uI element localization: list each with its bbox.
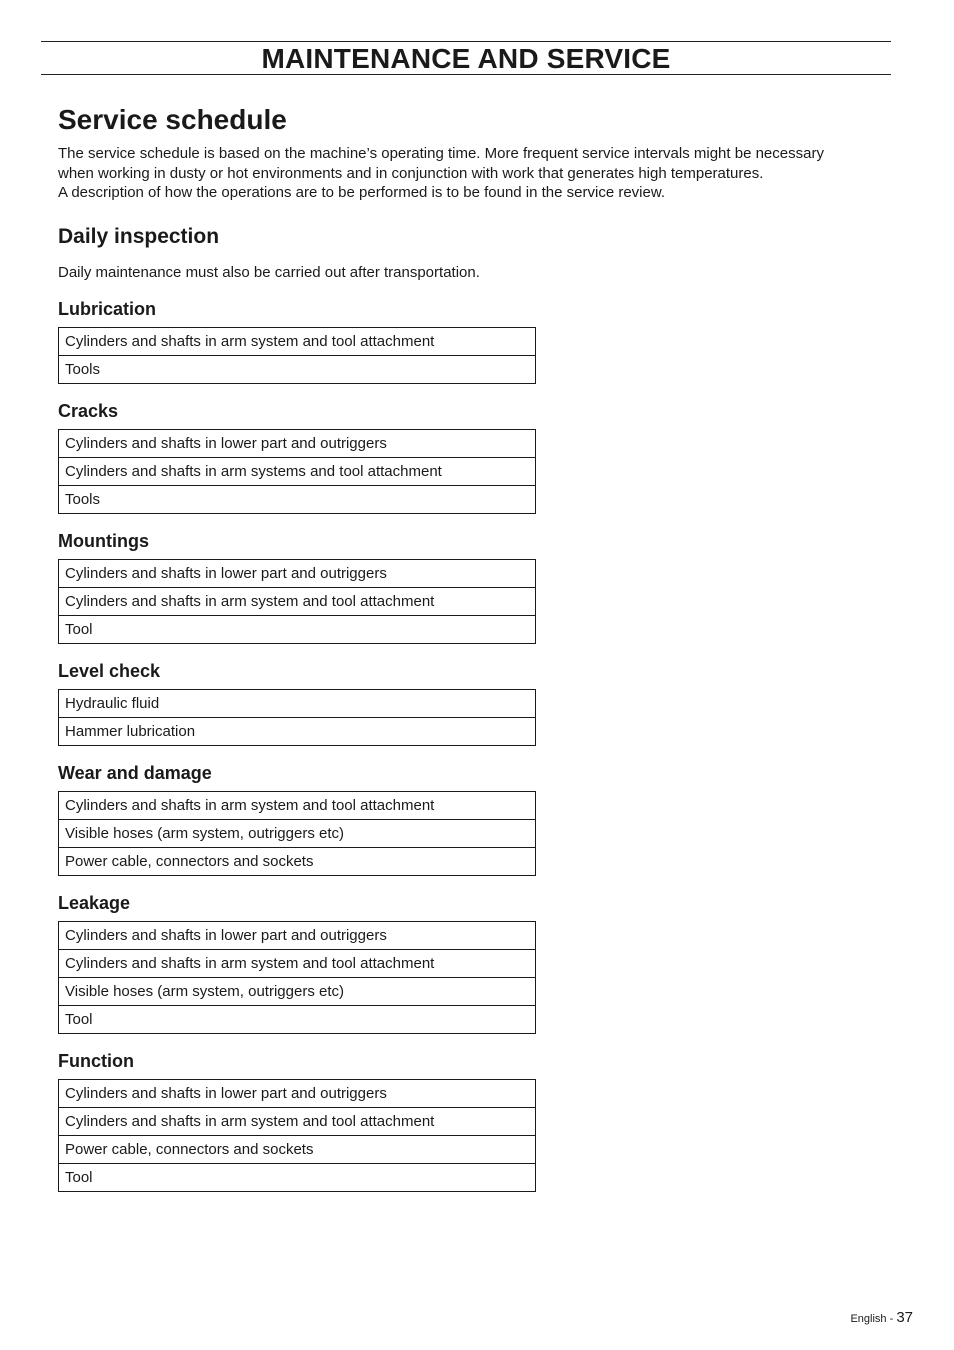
inspection-section	[58, 400, 888, 514]
checklist-row: Tool	[59, 1005, 535, 1033]
checklist-row: Visible hoses (arm system, outriggers etc)	[59, 977, 535, 1005]
checklist-row: Visible hoses (arm system, outriggers etc)	[59, 819, 535, 847]
page-title: Service schedule	[58, 104, 287, 135]
checklist-row: Tools	[59, 485, 535, 513]
checklist-row: Hammer lubrication	[59, 717, 535, 745]
intro-line: The service schedule is based on the machine’s operating time. More frequent service intervals might be necessary	[58, 145, 824, 162]
checklist-row: Tool	[59, 615, 535, 643]
page-footer	[850, 1308, 913, 1329]
checklist-row: Cylinders and shafts in lower part and outriggers	[65, 1084, 387, 1102]
page-number: 37	[896, 1309, 913, 1326]
checklist-table	[58, 1079, 536, 1192]
checklist-row: Cylinders and shafts in lower part and outriggers	[65, 434, 387, 452]
subsection-title: Daily inspection	[58, 224, 220, 248]
checklist-row: Tools	[59, 355, 535, 383]
section-heading: Wear and damage	[58, 762, 212, 783]
inspection-section	[58, 298, 888, 384]
footer-language: English -	[850, 1313, 894, 1325]
checklist-table	[58, 791, 536, 876]
checklist-row: Power cable, connectors and sockets	[59, 847, 535, 875]
inspection-section	[58, 762, 888, 876]
checklist-row: Cylinders and shafts in arm system and tool attachment	[59, 949, 535, 977]
checklist-table	[58, 689, 536, 746]
intro-paragraph	[58, 144, 888, 203]
inspection-section	[58, 1050, 888, 1192]
checklist-table	[58, 921, 536, 1034]
inspection-section	[58, 892, 888, 1034]
checklist-table	[58, 559, 536, 644]
inspection-section	[58, 530, 888, 644]
checklist-row: Power cable, connectors and sockets	[59, 1135, 535, 1163]
intro-line: when working in dusty or hot environments and in conjunction with work that generates high temperatures.	[58, 164, 764, 182]
checklist-row: Cylinders and shafts in lower part and outriggers	[65, 926, 387, 944]
checklist-row: Cylinders and shafts in arm systems and tool attachment	[59, 457, 535, 485]
chapter-title: MAINTENANCE AND SERVICE	[261, 43, 671, 74]
checklist-row: Tool	[59, 1163, 535, 1191]
main-content	[58, 100, 888, 1192]
checklist-row: Hydraulic fluid	[65, 694, 160, 712]
checklist-row: Cylinders and shafts in arm system and tool attachment	[65, 332, 435, 350]
checklist-table	[58, 429, 536, 514]
intro-line: A description of how the operations are to be performed is to be found in the service review.	[58, 184, 666, 201]
daily-note: Daily maintenance must also be carried out after transportation.	[58, 263, 480, 281]
chapter-banner	[41, 41, 891, 75]
section-heading: Lubrication	[58, 298, 156, 319]
inspection-section	[58, 660, 888, 746]
checklist-row: Cylinders and shafts in arm system and tool attachment	[59, 1107, 535, 1135]
inspection-sections	[58, 298, 888, 1192]
section-heading: Cracks	[58, 400, 119, 421]
section-heading: Leakage	[58, 892, 131, 913]
section-heading: Mountings	[58, 530, 149, 551]
checklist-row: Cylinders and shafts in arm system and tool attachment	[59, 587, 535, 615]
section-heading: Level check	[58, 660, 161, 681]
section-heading: Function	[58, 1050, 134, 1071]
checklist-row: Cylinders and shafts in arm system and tool attachment	[65, 796, 435, 814]
checklist-table	[58, 327, 536, 384]
checklist-row: Cylinders and shafts in lower part and outriggers	[65, 564, 387, 582]
